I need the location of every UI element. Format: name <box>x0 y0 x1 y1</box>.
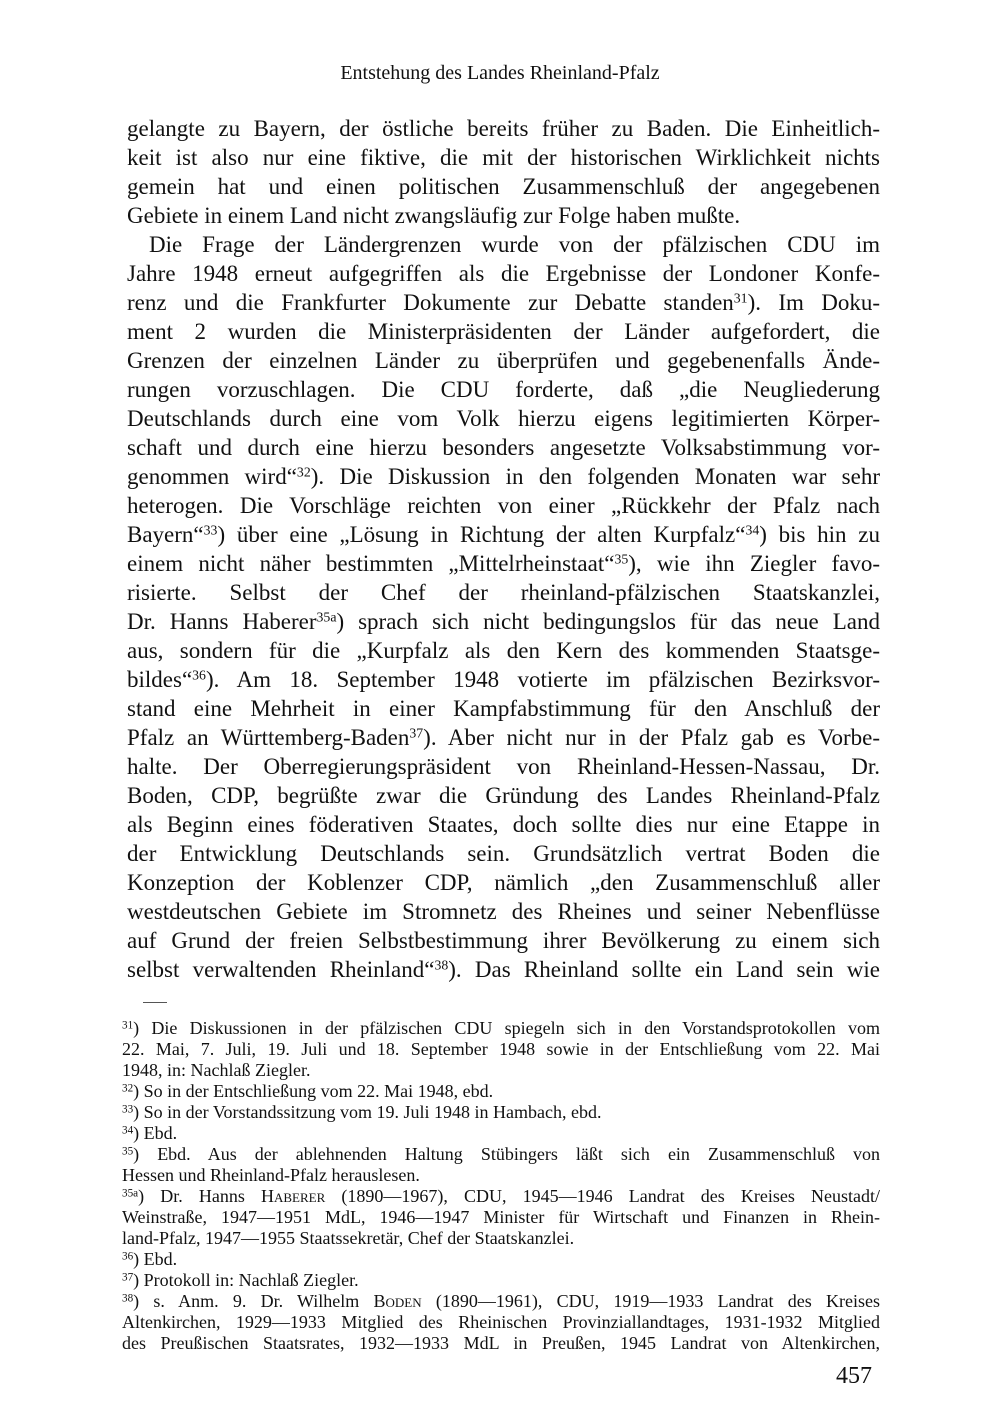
body-line: schaft und durch eine hierzu besonders angesetzte Volksabstimmung vor- <box>127 435 880 460</box>
page-number: 457 <box>836 1363 872 1389</box>
body-line: risierte. Selbst der Chef der rheinland-pfälzischen Staatskanzlei, <box>127 580 880 605</box>
footnote-ref: 36 <box>192 667 206 683</box>
footnote-ref: 37 <box>409 725 424 741</box>
footnote-ref: 33 <box>203 522 218 538</box>
footnote-number: 34 <box>122 1124 134 1137</box>
footnote-line: 1948, in: Nachlaß Ziegler. <box>122 1060 311 1080</box>
paragraph-start-line: Die Frage der Ländergrenzen wurde von der pfälzischen CDU im <box>149 232 880 257</box>
body-line: Pfalz an Württemberg-Baden$^{37}$). Aber nicht nur in der Pfalz gab es Vorbe- <box>127 725 880 750</box>
body-line: Boden, CDP, begrüßte zwar die Gründung des Landes Rheinland-Pfalz <box>127 783 880 808</box>
footnote-line: $^{32}$) So in der Entschließung vom 22. Mai 1948, ebd. <box>122 1081 494 1101</box>
footnote-line: $^{36}$) Ebd. <box>122 1249 178 1269</box>
body-line: als Beginn eines föderativen Staates, doch sollte dies nur eine Etappe in <box>127 812 880 837</box>
footnote-number: 37 <box>122 1271 134 1284</box>
body-line: stand eine Mehrheit in einer Kampfabstimmung für den Anschluß der <box>127 696 880 721</box>
footnote-ref: 34 <box>745 522 760 538</box>
footnote-line: $^{31}$) Die Diskussionen in der pfälzischen CDU spiegeln sich in den Vorstandsprotokollen vom <box>122 1018 880 1038</box>
body-line: keit ist also nur eine fiktive, die mit der historischen Wirklichkeit nichts <box>127 145 880 170</box>
body-line: westdeutschen Gebiete im Stromnetz des Rheines und seiner Nebenflüsse <box>127 899 880 924</box>
footnote-line: 22. Mai, 7. Juli, 19. Juli und 18. September 1948 sowie in der Entschließung vom 22. Mai <box>122 1039 880 1059</box>
footnote-line: $^{35}$) Ebd. Aus der ablehnenden Haltung Stübingers läßt sich ein Zusammenschluß von <box>122 1144 880 1164</box>
body-line: gelangte zu Bayern, der östliche bereits früher zu Baden. Die Einheitlich- <box>127 116 880 141</box>
body-line: Deutschlands durch eine vom Volk hierzu eigens legitimierten Körper- <box>127 406 880 431</box>
footnote-line: $^{34}$) Ebd. <box>122 1123 178 1143</box>
footnote-number: 35a <box>122 1187 139 1200</box>
body-line: Bayern“$^{33}$) über eine „Lösung in Richtung der alten Kurpfalz“$^{34}$) bis hin zu <box>127 522 880 547</box>
footnote-line: des Preußischen Staatsrates, 1932—1933 MdL in Preußen, 1945 Landrat von Altenkirchen, <box>122 1333 880 1353</box>
body-line: aus, sondern für die „Kurpfalz als den Kern des kommenden Staatsge- <box>127 638 880 663</box>
body-line: halte. Der Oberregierungspräsident von Rheinland-Hessen-Nassau, Dr. <box>127 754 880 779</box>
body-line: gemein hat und einen politischen Zusammenschluß der angegebenen <box>127 174 880 199</box>
footnote-number: 36 <box>122 1250 134 1263</box>
body-line: heterogen. Die Vorschläge reichten von einer „Rückkehr der Pfalz nach <box>127 493 880 518</box>
footnote-number: 38 <box>122 1292 134 1305</box>
person-name: Boden <box>373 1291 422 1311</box>
footnote-line: Weinstraße, 1947—1951 MdL, 1946—1947 Minister für Wirtschaft und Finanzen in Rhein- <box>122 1207 880 1227</box>
body-line: ment 2 wurden die Ministerpräsidenten der Länder aufgefordert, die <box>127 319 880 344</box>
body-line: der Entwicklung Deutschlands sein. Grundsätzlich vertrat Boden die <box>127 841 880 866</box>
footnote-line: $^{37}$) Protokoll in: Nachlaß Ziegler. <box>122 1270 359 1290</box>
body-line: Grenzen der einzelnen Länder zu überprüfen und gegebenenfalls Ände- <box>127 348 880 373</box>
body-line: Dr. Hanns Haberer$^{35a}$) sprach sich nicht bedingungslos für das neue Land <box>127 609 880 634</box>
body-line: Jahre 1948 erneut aufgegriffen als die Ergebnisse der Londoner Konfe- <box>127 261 880 286</box>
body-line: auf Grund der freien Selbstbestimmung ihrer Bevölkerung zu einem sich <box>127 928 880 953</box>
footnote-line: $^{38}$) s. Anm. 9. Dr. Wilhelm Boden (1890—1961), CDU, 1919—1933 Landrat des Kreises <box>122 1291 880 1311</box>
footnote-line: land-Pfalz, 1947—1955 Staatssekretär, Chef der Staatskanzlei. <box>122 1228 575 1248</box>
body-line: renz und die Frankfurter Dokumente zur Debatte standen$^{31}$). Im Doku- <box>127 290 880 315</box>
footnote-line: Altenkirchen, 1929—1933 Mitglied des Rheinischen Provinziallandtages, 1931-1932 Mitglied <box>122 1312 880 1332</box>
body-line: Konzeption der Koblenzer CDP, nämlich „den Zusammenschluß aller <box>127 870 880 895</box>
body-line: rungen vorzuschlagen. Die CDU forderte, daß „die Neugliederung <box>127 377 880 402</box>
person-name: Haberer <box>260 1186 326 1206</box>
body-line: genommen wird“$^{32}$). Die Diskussion in den folgenden Monaten war sehr <box>127 464 880 489</box>
footnote-ref: 31 <box>733 290 748 306</box>
footnote-ref: 35a <box>316 609 337 625</box>
footnote-divider <box>143 1002 167 1003</box>
footnote-ref: 32 <box>296 464 311 480</box>
footnote-line: $^{35a}$) Dr. Hanns Haberer (1890—1967), CDU, 1945—1946 Landrat des Kreises Neustadt/ <box>122 1186 880 1206</box>
footnote-line: Hessen und Rheinland-Pfalz herauslesen. <box>122 1165 420 1185</box>
body-line: Gebiete in einem Land nicht zwangsläufig zur Folge haben mußte. <box>127 203 741 228</box>
footnote-number: 31 <box>122 1019 134 1032</box>
footnote-number: 32 <box>122 1082 134 1095</box>
body-line: einem nicht näher bestimmten „Mittelrheinstaat“$^{35}$), wie ihn Ziegler favo- <box>127 551 880 576</box>
body-line: bildes“$^{36}$). Am 18. September 1948 votierte im pfälzischen Bezirksvor- <box>127 667 880 692</box>
footnote-number: 35 <box>122 1145 134 1158</box>
footnote-line: $^{33}$) So in der Vorstandssitzung vom 19. Juli 1948 in Hambach, ebd. <box>122 1102 602 1122</box>
body-line: selbst verwaltenden Rheinland“$^{38}$). Das Rheinland sollte ein Land sein wie <box>127 957 880 982</box>
footnote-number: 33 <box>122 1103 134 1116</box>
running-head: Entstehung des Landes Rheinland-Pfalz <box>340 62 660 84</box>
footnote-ref: 35 <box>614 551 629 567</box>
footnote-ref: 38 <box>434 957 449 973</box>
